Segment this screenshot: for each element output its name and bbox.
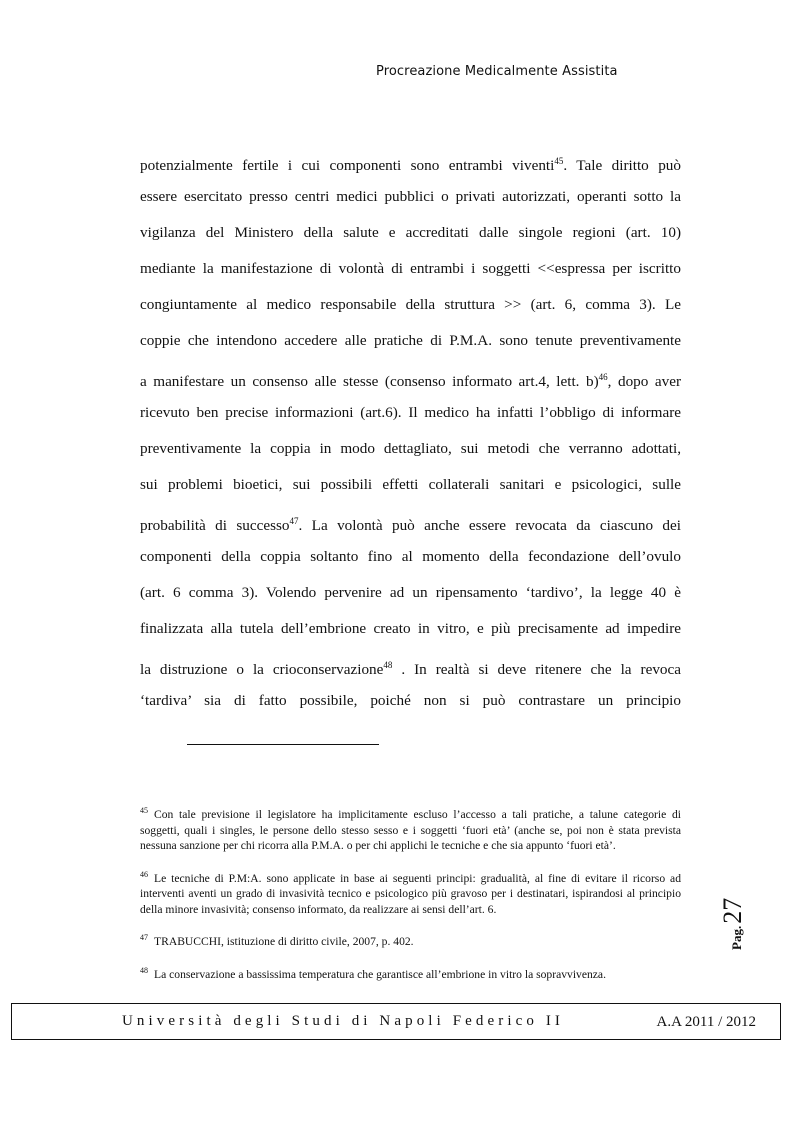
footnote-text: TRABUCCHI, istituzione di diritto civile, 2007, p. 402. [154, 935, 414, 948]
footnote-ref[interactable]: 46 [598, 372, 608, 382]
footnotes [140, 803, 681, 995]
body-line: ‘tardiva’ sia di fatto possibile, poiché non si può contrastare un principio [140, 692, 681, 709]
footnote-number: 45 [140, 806, 148, 815]
footnote-number: 46 [140, 869, 148, 879]
body-line: vigilanza del Ministero della salute e accreditati dalle singole regioni (art. 10) [140, 224, 681, 241]
footnote-separator [187, 744, 379, 745]
footnote-text: Le tecniche di P.M:A. sono applicate in base ai seguenti principi: gradualità, al fine di evitare il ricorso ad interventi aventi un grado di invasività tecnico e psicologico più gravoso per i destinatari, ispirandosi al principio della minore invasività; consenso informato, da realizzare ai sensi dell’art. 6. [140, 871, 681, 916]
body-line: mediante la manifestazione di volontà di entrambi i soggetti <<espressa per iscritto [140, 260, 681, 277]
body-line: sui problemi bioetici, sui possibili effetti collaterali sanitari e psicologici, sulle [140, 476, 681, 493]
running-header-title: Procreazione Medicalmente Assistita [376, 64, 618, 79]
body-line: congiuntamente al medico responsabile della struttura >> (art. 6, comma 3). Le [140, 296, 681, 313]
body-line: ricevuto ben precise informazioni (art.6). Il medico ha infatti l’obbligo di informare [140, 404, 681, 421]
footnote-number: 48 [140, 965, 148, 975]
footnote [140, 867, 681, 918]
page-label: Pag. [729, 925, 744, 950]
footer [11, 1003, 781, 1040]
footnote [140, 963, 681, 983]
body-line: potenzialmente fertile i cui componenti sono entrambi viventi$^{45}$. Tale diritto può [140, 156, 681, 175]
body-paragraph [140, 143, 681, 719]
body-line: (art. 6 comma 3). Volendo pervenire ad un ripensamento ‘tardivo’, la legge 40 è [140, 584, 681, 601]
footer-academic-year: A.A 2011 / 2012 [656, 1014, 756, 1030]
footnote-ref[interactable]: 45 [554, 156, 564, 166]
footnote-ref[interactable]: 47 [289, 516, 299, 526]
footnote [140, 803, 681, 854]
body-line: la distruzione o la crioconservazione$^{48}$ . In realtà si deve ritenere che la revoca [140, 660, 681, 679]
footnote-ref[interactable]: 48 [383, 660, 393, 670]
body-line: probabilità di successo$^{47}$. La volontà può anche essere revocata da ciascuno dei [140, 516, 681, 535]
body-line: preventivamente la coppia in modo dettagliato, sui metodi che verranno adottati, [140, 440, 681, 457]
body-line: finalizzata alla tutela dell’embrione creato in vitro, e più precisamente ad impedire [140, 620, 681, 637]
body-line: a manifestare un consenso alle stesse (consenso informato art.4, lett. b)$^{46}$, dopo aver [140, 372, 681, 391]
body-line: coppie che intendono accedere alle pratiche di P.M.A. sono tenute preventivamente [140, 332, 681, 349]
footnote-text: La conservazione a bassissima temperatura che garantisce all’embrione in vitro la sopravvivenza. [154, 967, 606, 981]
footer-university: Università degli Studi di Napoli Federico II [122, 1013, 565, 1029]
page-value: 27 [718, 897, 747, 924]
footnote-number: 47 [140, 933, 148, 942]
body-line: essere esercitato presso centri medici pubblici o privati autorizzati, operanti sotto la [140, 188, 681, 205]
footnote [140, 930, 681, 950]
body-line: componenti della coppia soltanto fino al momento della fecondazione dell’ovulo [140, 548, 681, 565]
footnote-text: Con tale previsione il legislatore ha implicitamente escluso l’accesso a tali pratiche, a talune categorie di soggetti, quali i singles, le persone dello stesso sesso e i soggetti ‘fuori età’ (anche se, poi non è stata prevista nessuna sanzione per chi ricorra alla P.M.A. o per chi applichi le tecniche e che sia appunto ‘fuori età’. [140, 808, 681, 852]
page-number [718, 898, 748, 950]
